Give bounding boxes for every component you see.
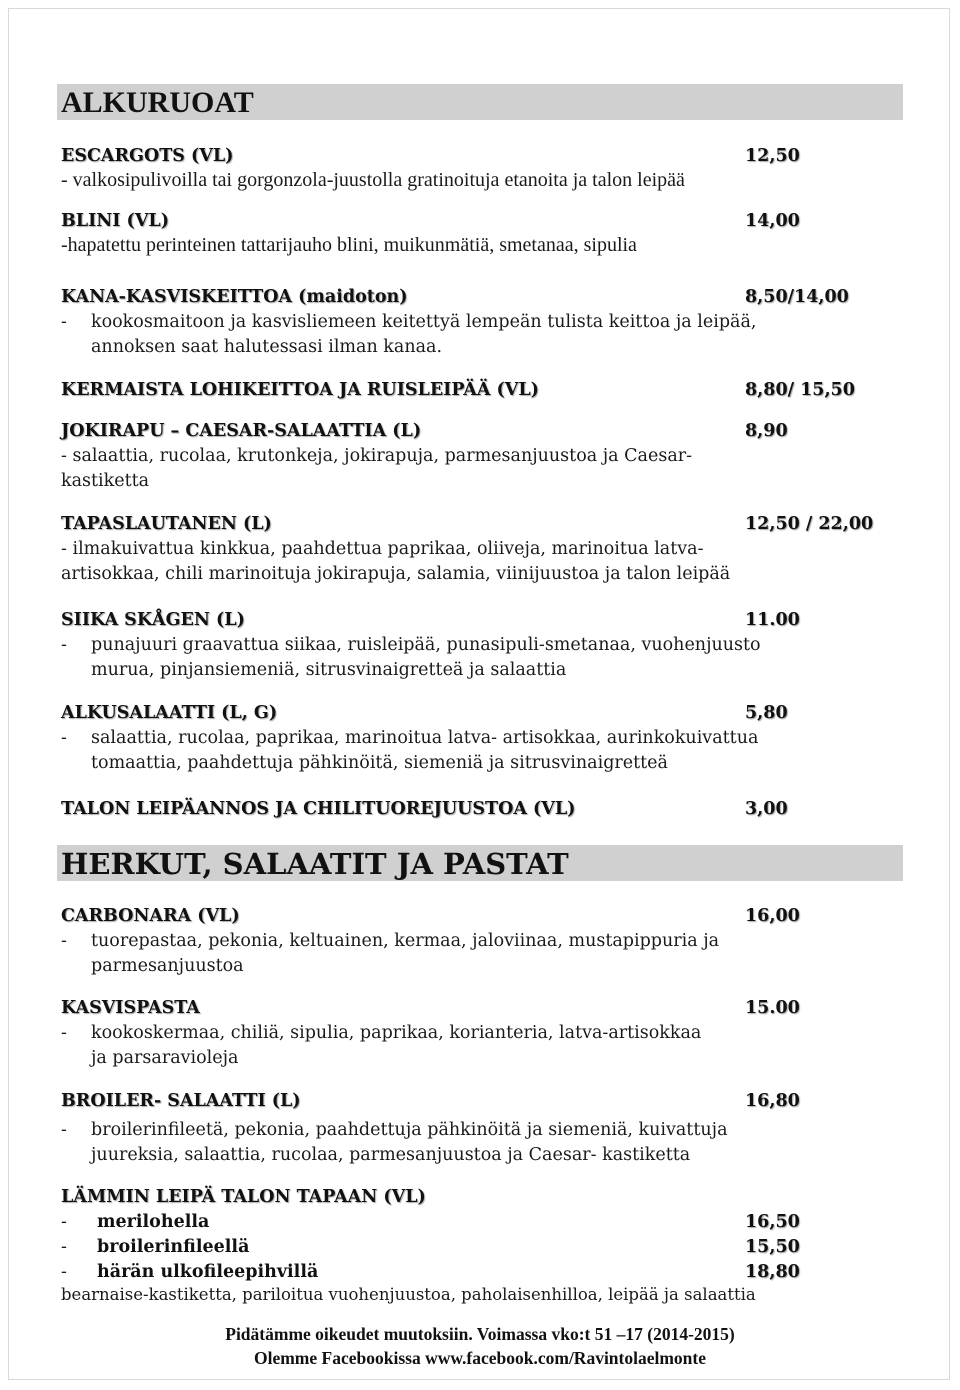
item-desc: bearnaise-kastiketta, pariloitua vuohenjuustoa, paholaisenhilloa, leipää ja salaattia [61, 1285, 756, 1304]
section-title-alkuruoat: ALKURUOAT [57, 84, 903, 120]
item-name: LÄMMIN LEIPÄ TALON TAPAAN (VL) [61, 1187, 426, 1207]
option-price: 18,80 [745, 1262, 800, 1282]
option-dash: - [61, 1262, 67, 1282]
footer-facebook: Olemme Facebookissa www.facebook.com/Ravintolaelmonte [253, 1348, 707, 1368]
item-name: KERMAISTA LOHIKEITTOA JA RUISLEIPÄÄ (VL) [61, 380, 539, 400]
item-name: CARBONARA (VL) [61, 906, 240, 926]
item-name: KASVISPASTA [61, 998, 200, 1018]
item-price: 8,90 [745, 421, 788, 441]
item-desc: kookoskermaa, chiliä, sipulia, paprikaa, korianteria, latva-artisokkaa [91, 1023, 702, 1043]
item-name: ESCARGOTS (VL) [61, 146, 234, 166]
item-desc: tuorepastaa, pekonia, keltuainen, kermaa, jaloviinaa, mustapippuria ja [91, 931, 720, 951]
option-dash: - [61, 1237, 67, 1257]
item-price: 16,00 [745, 906, 800, 926]
item-desc: artisokkaa, chili marinoituja jokirapuja, salamia, viinijuustoa ja talon leipää [61, 564, 731, 584]
footer-notice: Pidätämme oikeudet muutoksiin. Voimassa vko:t 51 –17 (2014-2015) [225, 1324, 735, 1344]
item-desc-dash: - [61, 1120, 67, 1140]
item-desc: kastiketta [61, 471, 150, 491]
item-desc: murua, pinjansiemeniä, sitrusvinaigretteä ja salaattia [91, 660, 567, 680]
item-name: KANA-KASVISKEITTOA (maidoton) [61, 287, 408, 307]
item-name: BROILER- SALAATTI (L) [61, 1091, 301, 1111]
item-desc: salaattia, rucolaa, paprikaa, marinoitua latva- artisokkaa, aurinkokuivattua [91, 728, 759, 748]
option-label: merilohella [97, 1212, 210, 1232]
option-dash: - [61, 1212, 67, 1232]
item-price: 8,80/ 15,50 [745, 380, 855, 400]
item-price: 5,80 [745, 703, 788, 723]
item-desc: juureksia, salaattia, rucolaa, parmesanjuustoa ja Caesar- kastiketta [91, 1145, 691, 1165]
item-price: 12,50 [745, 146, 800, 166]
item-price: 14,00 [745, 211, 800, 231]
item-desc: ja parsaravioleja [91, 1048, 239, 1068]
item-desc: kookosmaitoon ja kasvisliemeen keitettyä lempeän tulista keittoa ja leipää, [91, 312, 757, 332]
item-desc: - ilmakuivattua kinkkua, paahdettua paprikaa, oliiveja, marinoitua latva- [61, 539, 704, 559]
item-price: 16,80 [745, 1091, 800, 1111]
item-price: 12,50 / 22,00 [745, 514, 874, 534]
item-name: SIIKA SKÅGEN (L) [61, 610, 245, 630]
item-desc-dash: - [61, 635, 67, 655]
item-desc: parmesanjuustoa [91, 956, 244, 976]
item-price: 3,00 [745, 799, 788, 819]
item-desc: annoksen saat halutessasi ilman kanaa. [91, 337, 443, 357]
item-price: 15.00 [745, 998, 800, 1018]
item-desc-dash: - [61, 1023, 67, 1043]
item-desc: tomaattia, paahdettuja pähkinöitä, siemeniä ja sitrusvinaigretteä [91, 753, 668, 773]
item-desc-dash: - [61, 728, 67, 748]
item-name: ALKUSALAATTI (L, G) [61, 703, 278, 723]
item-name: TAPASLAUTANEN (L) [61, 514, 272, 534]
item-desc: punajuuri graavattua siikaa, ruisleipää, punasipuli-smetanaa, vuohenjuusto [91, 635, 761, 655]
option-label: härän ulkofileepihvillä [97, 1262, 319, 1282]
item-price: 8,50/14,00 [745, 287, 849, 307]
section-title-herkut: HERKUT, SALAATIT JA PASTAT [57, 845, 903, 881]
item-desc: broilerinfileetä, pekonia, paahdettuja pähkinöitä ja siemeniä, kuivattuja [91, 1120, 728, 1140]
item-name: TALON LEIPÄANNOS JA CHILITUOREJUUSTOA (VL) [61, 799, 576, 819]
item-desc-dash: - [61, 931, 67, 951]
item-name: JOKIRAPU – CAESAR-SALAATTIA (L) [61, 421, 422, 441]
item-price: 11.00 [745, 610, 800, 630]
item-desc: -hapatettu perinteinen tattarijauho blini, muikunmätiä, smetanaa, sipulia [61, 234, 637, 256]
option-price: 15,50 [745, 1237, 800, 1257]
item-desc: - valkosipulivoilla tai gorgonzola-juustolla gratinoituja etanoita ja talon leipää [61, 169, 685, 191]
item-desc-dash: - [61, 312, 67, 332]
option-label: broilerinfileellä [97, 1237, 250, 1257]
item-name: BLINI (VL) [61, 211, 169, 231]
item-desc: - salaattia, rucolaa, krutonkeja, jokirapuja, parmesanjuustoa ja Caesar- [61, 446, 693, 466]
option-price: 16,50 [745, 1212, 800, 1232]
